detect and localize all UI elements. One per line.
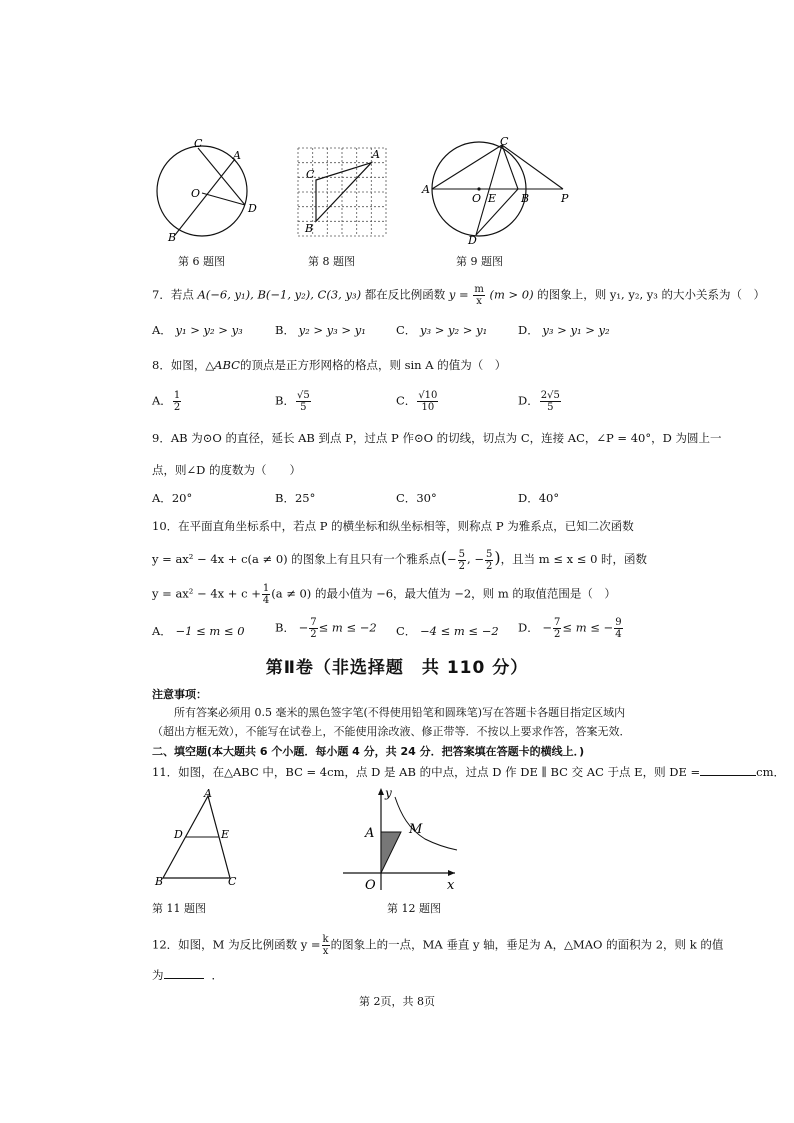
q10-option-b: B． − $\frac{7}{2}$ ≤ m ≤ −2 [275,617,377,640]
q10-option-d: D． − $\frac{7}{2}$ ≤ m ≤ − $\frac{9}{4}$ [518,617,622,640]
q8-option-b: B． $\frac{√5}{5}$ [275,390,310,413]
fig8-label-c: C [306,168,315,181]
figure-11 [150,788,245,891]
fig9-label-o: O [472,192,482,205]
fig12-label-a: A [365,826,375,841]
part-2-title: 二、填空题(本大题共 6 个小题．每小题 4 分，共 24 分．把答案填在答题卡的横线上．) [152,745,585,758]
fig11-label-d: D [174,828,183,841]
q8-option-c: C． $\frac{√10}{10}$ [396,390,438,413]
fig12-label-x: x [447,878,455,893]
q7-fraction: $\frac{m}{x}$ [474,284,484,307]
fig12-label-o: O [365,878,376,893]
q9-option-a: A．20° [152,491,193,505]
q7-option-d: D． y₃ > y₁ > y₂ [518,323,610,337]
figure-6 [150,135,265,250]
q7-option-a: A． y₁ > y₂ > y₃ [152,323,243,337]
fig11-caption: 第 11 题图 [152,902,206,915]
fig6-label-b: B [168,231,177,244]
fig9-label-b: B [521,192,530,205]
q11-answer-blank[interactable] [700,775,756,776]
fig9-label-c: C [500,135,509,148]
q8-option-a: A． $\frac{1}{2}$ [152,390,181,413]
q10-option-c: C． −4 ≤ m ≤ −2 [396,624,499,638]
question-7: 7．若点 A(−6, y₁), B(−1, y₂), C(3, y₃) 都在反比例函数 y = $\frac{m}{x}$ (m > 0) 的图象上，则 y₁, y₂, y₃ 的大小关系为（ ） [152,284,766,307]
q8-option-d: D． $\frac{2√5}{5}$ [518,390,560,413]
fig9-label-d: D [468,234,477,247]
q9-option-b: B．25° [275,491,316,505]
q7-option-b: B． y₂ > y₃ > y₁ [275,323,366,337]
fig8-label-a: A [372,148,380,161]
figure-8 [296,146,388,238]
fig12-caption: 第 12 题图 [387,902,441,915]
notice-heading: 注意事项： [152,688,207,701]
fig9-label-p: P [561,192,569,205]
fig6-label-d: D [248,202,257,215]
fig8-label-b: B [305,222,314,235]
question-12-line-1: 12．如图，M 为反比例函数 y = $\frac{k}{x}$ 的图象上的一点，MA 垂直 y 轴，垂足为 A，△MAO 的面积为 2，则 k 的值 [152,934,724,957]
fig8-caption: 第 8 题图 [308,255,355,268]
fig6-caption: 第 6 题图 [178,255,225,268]
fig12-label-y: y [385,786,392,800]
question-9-line-2: 点，则∠D 的度数为（ ） [152,463,302,477]
question-10-line-2: y = ax² − 4x + c(a ≠ 0) 的图象上有且只有一个雅系点(− $\frac{5}{2}$ , − $\frac{5}{2}$ )，且当 m ≤ x ≤ 0 时，函数 [152,548,648,572]
q7-option-c: C． y₃ > y₂ > y₁ [396,323,488,337]
fig9-label-a: A [422,183,430,196]
fig6-label-c: C [194,137,203,150]
fig9-label-e: E [488,192,497,205]
q9-option-c: C．30° [396,491,437,505]
fig6-label-o: O [191,187,201,200]
question-9-line-1: 9．AB 为⊙O 的直径，延长 AB 到点 P，过点 P 作⊙O 的切线，切点为 C，连接 AC，∠P = 40°，D 为圆上一 [152,431,722,445]
question-11: 11．如图，在△ABC 中，BC = 4cm，点 D 是 AB 的中点，过点 D 作 DE ∥ BC 交 AC 于点 E，则 DE = cm． [152,765,785,779]
figure-9 [418,133,578,248]
fig11-label-b: B [155,875,164,888]
fig12-label-m: M [409,822,423,837]
fig6-label-a: A [233,149,241,162]
question-10-line-3: y = ax² − 4x + c + $\frac{1}{4}$ (a ≠ 0) 的最小值为 −6，最大值为 −2，则 m 的取值范围是（ ） [152,583,616,606]
q9-option-d: D．40° [518,491,560,505]
question-10-line-1: 10．在平面直角坐标系中，若点 P 的横坐标和纵坐标相等，则称点 P 为雅系点，已知二次函数 [152,519,634,533]
question-8: 8．如图，△ABC的顶点是正方形网格的格点，则 sin A 的值为（ ） [152,358,507,372]
notice-body: 所有答案必须用 0.5 毫米的黑色签字笔(不得使用铅笔和圆珠笔)写在答题卡各题目指定区域内（超出方框无效），不能写在试卷上，不能使用涂改液、修正带等．不按以上要求作答，答案无效． [152,706,631,738]
fig11-label-c: C [228,875,237,888]
q10-option-a: A． −1 ≤ m ≤ 0 [152,624,245,638]
fig9-caption: 第 9 题图 [456,255,503,268]
question-12-line-2: 为 ． [152,968,223,982]
q12-answer-blank[interactable] [164,978,204,979]
page-footer: 第 2页，共 8页 [359,995,435,1008]
section-2-title: 第Ⅱ卷（非选择题 共 110 分） [265,658,529,678]
figure-12 [335,785,465,895]
fig11-label-a: A [204,788,212,800]
fig11-label-e: E [221,828,230,841]
